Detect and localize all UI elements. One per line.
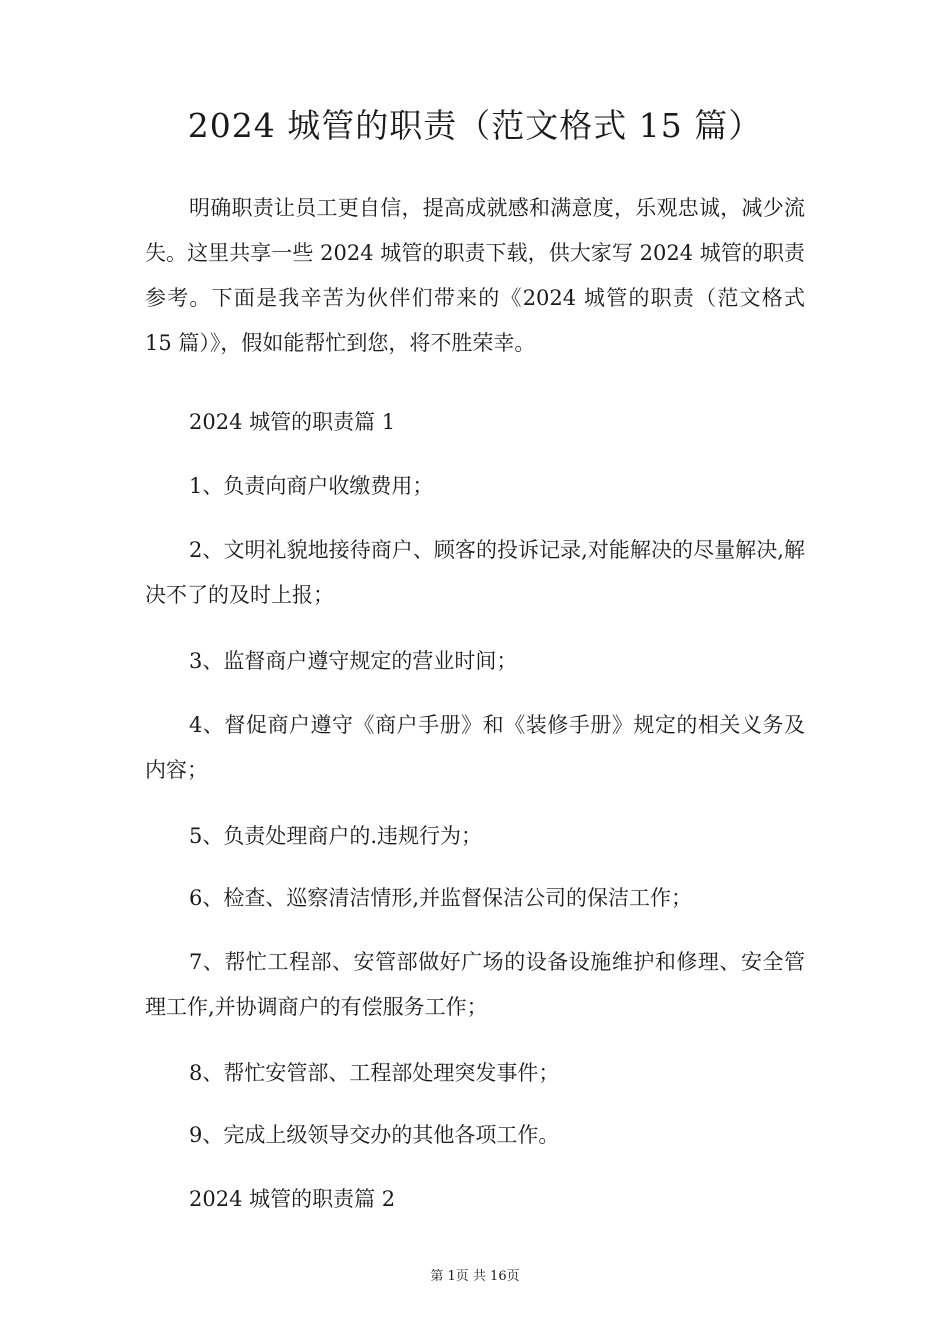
- list-item: 7、帮忙工程部、安管部做好广场的设备设施维护和修理、安全管理工作,并协调商户的有偿服务工作；: [145, 950, 805, 1019]
- list-item: 9、完成上级领导交办的其他各项工作。: [189, 1123, 560, 1147]
- list-item: 6、检查、巡察清洁情形,并监督保洁公司的保洁工作；: [189, 886, 693, 910]
- document-title: 2024 城管的职责（范文格式 15 篇）: [187, 106, 763, 145]
- section-heading-1: 2024 城管的职责篇 1: [189, 410, 396, 434]
- section-heading-2: 2024 城管的职责篇 2: [189, 1187, 396, 1211]
- page-number-footer: 第 1页 共 16页: [430, 1269, 520, 1284]
- list-item: 1、负责向商户收缴费用；: [189, 474, 434, 498]
- intro-paragraph: 明确职责让员工更自信，提高成就感和满意度，乐观忠诚，减少流失。这里共享一些 2024 城管的职责下载，供大家写 2024 城管的职责参考。下面是我辛苦为伙伴们带来的《2024 城管的职责（范文格式 15 篇）》，假如能帮忙到您，将不胜荣幸。: [145, 196, 805, 355]
- list-item: 3、监督商户遵守规定的营业时间；: [189, 649, 518, 673]
- list-item: 4、督促商户遵守《商户手册》和《装修手册》规定的相关义务及内容；: [145, 713, 805, 782]
- list-item: 2、文明礼貌地接待商户、顾客的投诉记录,对能解决的尽量解决,解决不了的及时上报；: [145, 538, 805, 607]
- list-item: 8、帮忙安管部、工程部处理突发事件；: [189, 1061, 560, 1085]
- list-item: 5、负责处理商户的.违规行为；: [189, 824, 483, 848]
